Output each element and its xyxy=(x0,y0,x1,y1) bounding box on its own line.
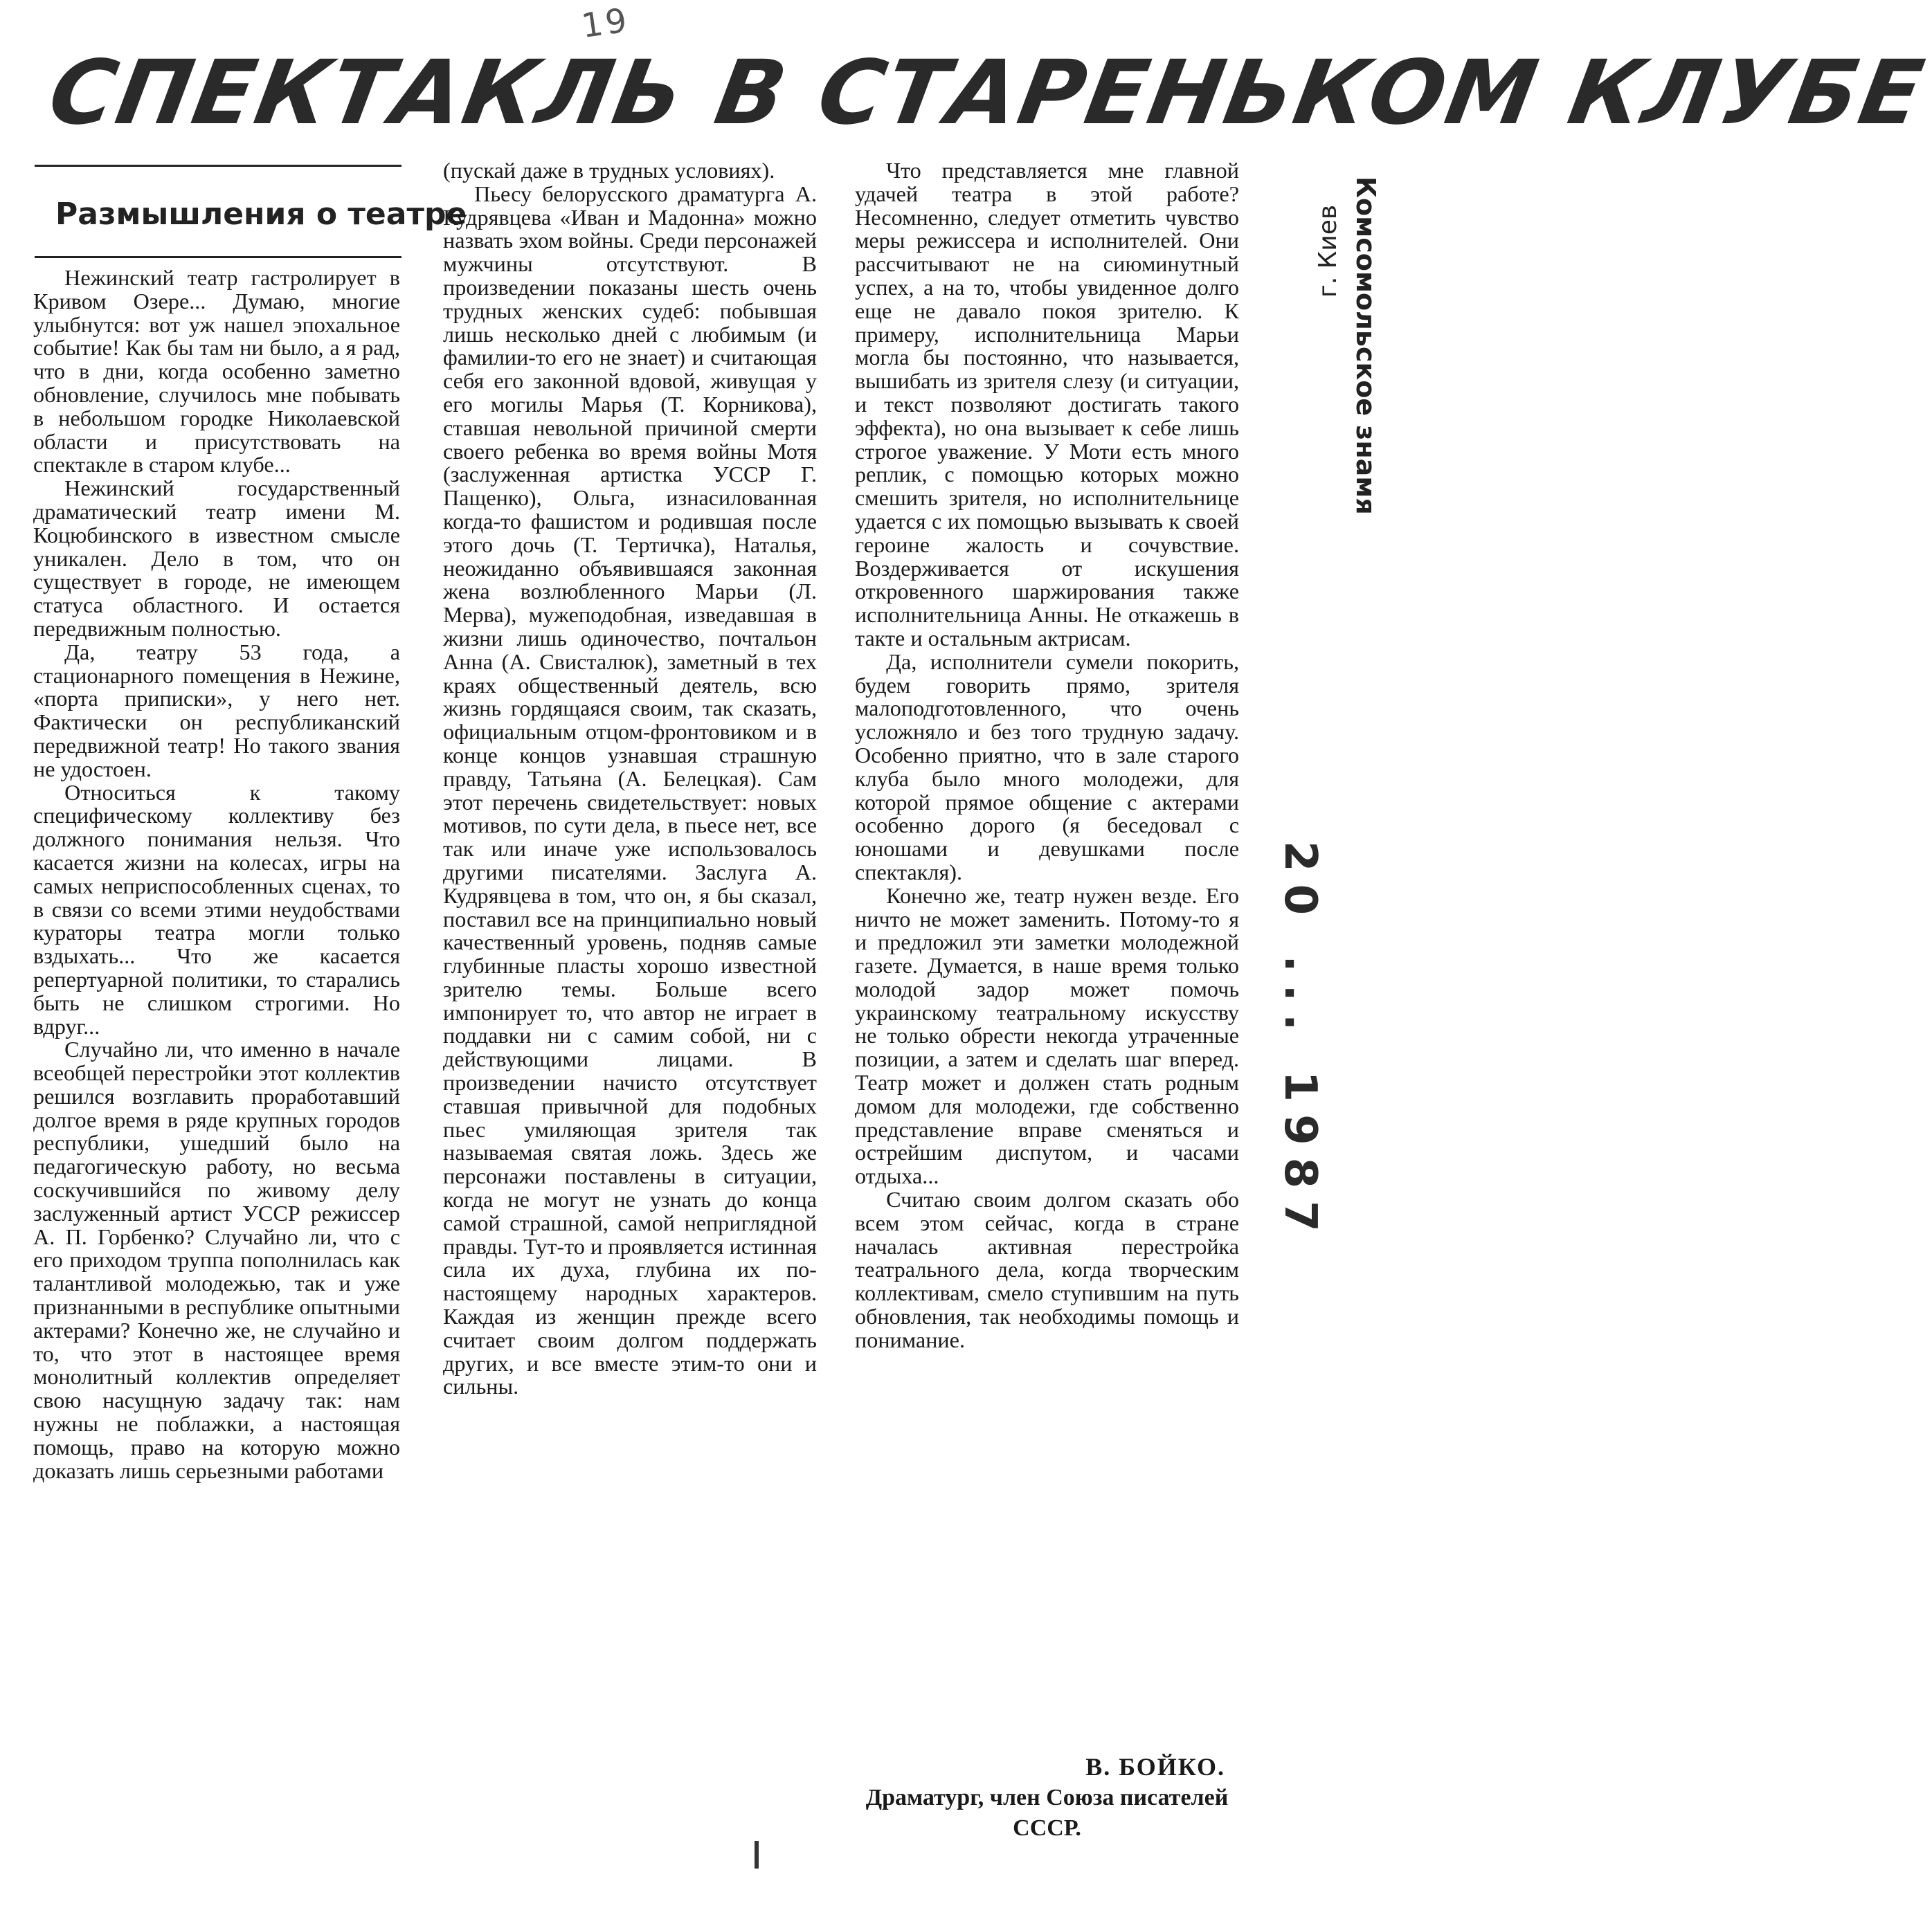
paragraph: Да, театру 53 года, а стационарного помещения в Нежине, «порта приписки», у него нет. Фактически он республиканский передвижной театр! Но такого звания не удостоен. xyxy=(33,639,400,781)
newspaper-name-stamp: Комсомольское знамя xyxy=(1351,176,1381,515)
article-column-3 xyxy=(855,159,1239,1661)
article-column-1 xyxy=(33,266,400,1882)
paragraph: Конечно же, театр нужен везде. Его ничто не может заменить. Потому-то я и предложил эти заметки молодежной газете. Думается, в наше время только молодой задор может помочь украинскому театральному искусству не только обрести некогда утраченные позиции, а затем и сделать шаг вперед. Театр может и должен стать родным домом для молодежи, где собственно представление вправе сменяться и острейшим диспутом, и часами отдыха... xyxy=(855,882,1239,1189)
paragraph-continuation: (пускай даже в трудных условиях). xyxy=(443,158,775,183)
paragraph: Случайно ли, что именно в начале всеобщей перестройки этот коллектив решился возглавить проработавший долгое время в ряде крупных городов республики, ушедший было на педагогическую работу, но весьма соскучившийся по живому делу заслуженный артист УССР режиссер А. П. Горбенко? Случайно ли, что с его приходом труппа пополнилась как талантливой молодежью, так и уже признанными в республике опытными актерами? Конечно же, не случайно и то, что этот в настоящее время монолитный коллектив определяет свою насущную задачу так: нам нужны не поблажки, а настоящая помощь, право на которую можно доказать лишь серьезными работами xyxy=(33,1037,400,1483)
handwritten-page-number: 19 xyxy=(579,1,632,46)
subheading-rule-bottom xyxy=(35,256,401,258)
author-signature xyxy=(855,1751,1239,1889)
date-stamp: 20 ... 1987 xyxy=(1274,841,1326,1244)
paragraph: Относиться к такому специфическому коллективу без должного понимания нельзя. Что касается жизни на колесах, игры на самых неприспособленных сценах, то в связи со всеми этими неудобствами кураторы театра могли только вздыхать... Что же касается репертуарной политики, то старались быть не слишком строгими. Но вдруг... xyxy=(33,779,400,1039)
paragraph: Нежинский театр гастролирует в Кривом Озере... Думаю, многие улыбнутся: вот уж нашел эпохальное событие! Как бы там ни было, а я рад, что в дни, когда особенно заметно обновление, случилось мне побывать в небольшом городке Николаевской области и присутствовать на спектакле в старом клубе... xyxy=(33,265,400,478)
paragraph: Пьесу белорусского драматурга А. Кудрявцева «Иван и Мадонна» можно назвать эхом войны. Среди персонажей мужчины отсутствуют. В произведении показаны шесть очень трудных женских судеб: побывшая лишь несколько дней с любимым (и фамилии-то его не знает) и считающая себя его законной вдовой, живущая у его могилы Марья (Т. Корникова), ставшая невольной причиной смерти своего ребенка во время войны Мотя (заслуженная артистка УССР Г. Пащенко), Ольга, изнасилованная когда-то фашистом и родившая после этого дочь (Т. Тертичка), Наталья, неожиданно объявившаяся законная жена возлюбленного Марьи (Л. Мерва), мужеподобная, изведавшая в жизни лишь одиночество, почтальон Анна (А. Свисталюк), заметный в тех краях общественный деятель, всю жизнь гордящаяся своим, так сказать, официальным отцом-фронтовиком и в конце концов узнавшая страшную правду, Татьяна (А. Белецкая). Сам этот перечень свидетельствует: новых мотивов, по сути дела, в пьесе нет, все так или иначе уже использовалось другими писателями. Заслуга А. Кудрявцева в том, что он, я бы сказал, поставил все на принципиально новый качественный уровень, подняв самые глубинные пласты хорошо известной зрителю темы. Больше всего импонирует то, что автор не играет в поддавки ни с самим собой, ни с действующими лицами. В произведении начисто отсутствует ставшая привычной для подобных пьес умиляющая зрителя так называемая святая ложь. Здесь же персонажи поставлены в ситуации, когда не могут не узнать до конца самой страшной, самой неприглядной правды. Тут-то и проявляется истинная сила их духа, глубина их по-настоящему народных характеров. Каждая из женщин прежде всего считает своим долгом поддержать других, и все вместе этим-то они и сильны. xyxy=(443,181,817,1399)
article-headline: СПЕКТАКЛЬ В СТАРЕНЬКОМ КЛУБЕ xyxy=(42,42,1932,145)
print-mark xyxy=(755,1841,759,1869)
article-column-2 xyxy=(443,159,817,1882)
city-stamp: г. Киев xyxy=(1314,204,1342,298)
paragraph: Нежинский государственный драматический театр имени М. Коцюбинского в известном смысле уникален. Дело в том, что он существует в городе, не имеющем статуса областного. И остается передвижным полностью. xyxy=(33,475,400,641)
article-subheading: Размышления о театре xyxy=(55,197,467,232)
subheading-rule-top xyxy=(35,165,401,167)
paragraph: Считаю своим долгом сказать обо всем этом сейчас, когда в стране началась активная перестройка театрального дела, когда творческим коллективам, смело ступившим на путь обновления, так необходимы помощь и понимание. xyxy=(855,1187,1239,1352)
author-title: Драматург, член Союза писателей СССР. xyxy=(865,1785,1229,1841)
paragraph: Что представляется мне главной удачей театра в этой работе? Несомненно, следует отметить чувство меры режиссера и исполнителей. Они рассчитывают не на сиюминутный успех, а на то, чтобы увиденное долго еще не давало покоя зрителю. К примеру, исполнительница Марьи могла бы постоянно, что называется, вышибать из зрителя слезу (и ситуации, и текст позволяют достигать такого эффекта), но она вызывает к себе лишь строгое уважение. У Моти есть много реплик, с помощью которых можно смешить зрителя, но исполнительнице удается с их помощью вызывать к своей героине жалость и сочувствие. Воздерживается от искушения откровенного шаржирования также исполнительница Анны. Не откажешь в такте и остальным актрисам. xyxy=(855,158,1239,651)
author-name: В. БОЙКО. xyxy=(1085,1753,1225,1781)
paragraph: Да, исполнители сумели покорить, будем говорить прямо, зрителя малоподготовленного, что очень усложняло и без того трудную задачу. Особенно приятно, что в зале старого клуба было много молодежи, для которой прямое общение с актерами особенно дорого (я беседовал с юношами и девушками после спектакля). xyxy=(855,648,1239,884)
